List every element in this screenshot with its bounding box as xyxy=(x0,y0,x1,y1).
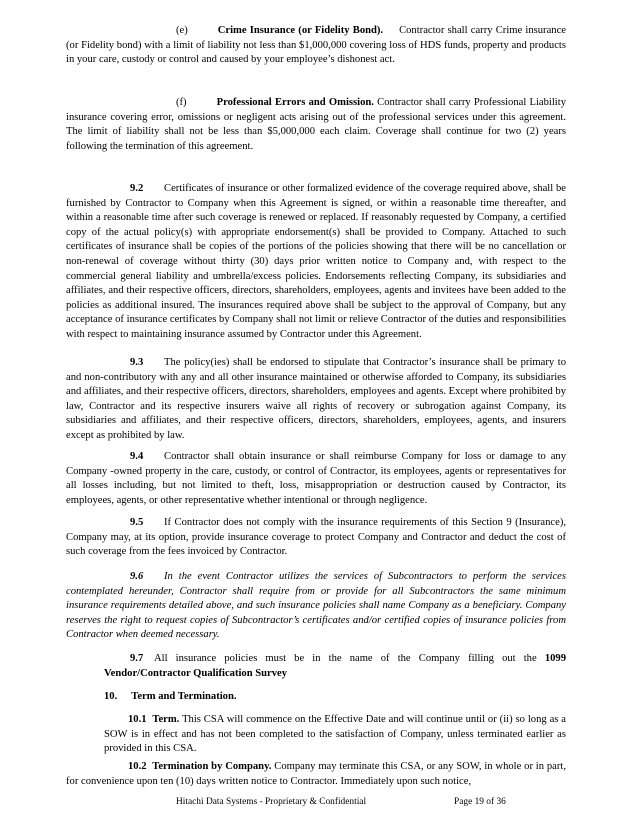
paragraph-10-2 xyxy=(66,760,566,789)
paragraph-9-4 xyxy=(66,450,566,508)
section-number-9-3: 9.3 xyxy=(130,357,144,368)
paragraph-10-2-heading: Termination by Company. xyxy=(152,761,272,772)
crime-insurance-text: Contractor shall carry Crime insurance (or Fidelity bond) with a limit of liability not less than $1,000,000 covering loss of HDS funds, property and products in your care, custody or control and caused by your employee’s dishonest act. xyxy=(66,25,566,66)
section-number-9-5: 9.5 xyxy=(130,517,144,528)
section-number-10-1: 10.1 xyxy=(128,714,147,725)
professional-errors-heading: Professional Errors and Omission. xyxy=(216,97,374,108)
section-number-9-4: 9.4 xyxy=(130,451,144,462)
paragraph-crime-insurance xyxy=(66,24,566,68)
paragraph-9-3-text: The policy(ies) shall be endorsed to stipulate that Contractor’s insurance shall be primary to and non-contributory with any and all other insurance maintained or otherwise afforded to Company, its subsidiaries and affiliates, and their respective officers, directors, shareholders, employees and agents. Except where prohibited by law, Contractor and its respective insurers waive all rights of recovery or subrogation against Company, its subsidiaries and affiliates, and their respective officers, directors, shareholders, employees, agents, and insurers except as prohibited by law. xyxy=(66,357,566,441)
paragraph-10-2-text: Company may terminate this CSA, or any SOW, in whole or in part, for convenience upon ten (10) days written notice to Contractor. Immediately upon such notice, xyxy=(66,761,567,787)
paragraph-9-6 xyxy=(66,570,566,643)
section-10-heading xyxy=(104,690,566,705)
crime-insurance-heading: Crime Insurance (or Fidelity Bond). xyxy=(217,25,384,36)
paragraph-9-2 xyxy=(66,182,566,343)
paragraph-10-1 xyxy=(104,713,566,757)
paragraph-letter-e: (e) xyxy=(176,25,188,36)
section-number-9-6: 9.6 xyxy=(130,571,144,582)
paragraph-letter-f: (f) xyxy=(176,97,187,108)
paragraph-10-1-heading: Term. xyxy=(152,714,180,725)
paragraph-9-2-text: Certificates of insurance or other formalized evidence of the coverage required above, shall be furnished by Contractor to Company when this Agreement is signed, or within a reasonable time thereafter, and within a reasonable time after such coverage is renewed or replaced. If reasonably requested by Company, a certified copy of the actual policy(s) with appropriate endorsement(s) shall be provided to Company. Attached to such certificates of insurance shall be copies of the portions of the policies showing that there will be no cancellation or non-renewal of coverage without thirty (30) days prior written notice to Company and, with respect to the commercial general liability and umbrella/excess policies. Endorsements reflecting Company, its subsidiaries and affiliates, and their respective officers, directors, shareholders, employees, agents and invitees have been added to the policies as additional insured. The insurances required above shall be subject to the approval of Company, but any acceptance of insurance certificates by Company shall not limit or relieve Contractor of the duties and responsibilities with respect to maintaining insurance assumed by Contractor under this Agreement. xyxy=(66,183,566,340)
footer-company: Hitachi Data Systems - Proprietary & Confidential xyxy=(176,797,367,807)
footer-page-number: Page 19 of 36 xyxy=(454,797,506,807)
paragraph-professional-errors xyxy=(66,96,566,154)
section-number-9-7: 9.7 xyxy=(130,653,144,664)
paragraph-9-7-survey-name: 1099 Vendor/Contractor Qualification Survey xyxy=(104,653,566,679)
paragraph-9-6-text: In the event Contractor utilizes the services of Subcontractors to perform the services contemplated hereunder, Contractor shall require from or provide for all Subcontractors the same minimum insurance requirements detailed above, and such insurance policies shall name Company as a beneficiary. Company reserves the right to request copies of Subcontractor’s certificates and/or certified copies of insurance policies from Contractor when deemed necessary. xyxy=(66,571,566,641)
professional-errors-text: Contractor shall carry Professional Liability insurance covering error, omissions or negligent acts arising out of the professional services under this agreement. The limit of liability shall not be less than $5,000,000 each claim. Coverage shall continue for two (2) years following the termination of this agreement. xyxy=(66,97,566,152)
paragraph-9-7 xyxy=(104,652,566,681)
paragraph-9-5-text: If Contractor does not comply with the insurance requirements of this Section 9 (Insurance), Company may, at its option, provide insurance coverage to protect Company and Contractor and deduct the cost of such coverage from the fees invoiced by Contractor. xyxy=(66,517,566,558)
paragraph-9-5 xyxy=(66,516,566,560)
paragraph-10-1-text: This CSA will commence on the Effective Date and will continue until or (ii) so long as a SOW is in effect and has not been completed to the satisfaction of Company, unless terminated earlier as provided in this CSA. xyxy=(104,714,566,755)
section-number-10: 10. xyxy=(104,691,118,702)
section-number-10-2: 10.2 xyxy=(128,761,147,772)
section-number-9-2: 9.2 xyxy=(130,183,144,194)
section-10-title: Term and Termination. xyxy=(131,691,237,702)
paragraph-9-3 xyxy=(66,356,566,444)
paragraph-9-4-text: Contractor shall obtain insurance or shall reimburse Company for loss or damage to any Company -owned property in the care, custody, or control of Contractor, its employees, agents or representatives for all losses including, but not limited to theft, loss, misappropriation or destruction caused by Contractor, its employees, agents, or other representative whether intentional or through negligence. xyxy=(66,451,566,506)
paragraph-9-7-text: All insurance policies must be in the name of the Company filling out the xyxy=(154,653,537,664)
